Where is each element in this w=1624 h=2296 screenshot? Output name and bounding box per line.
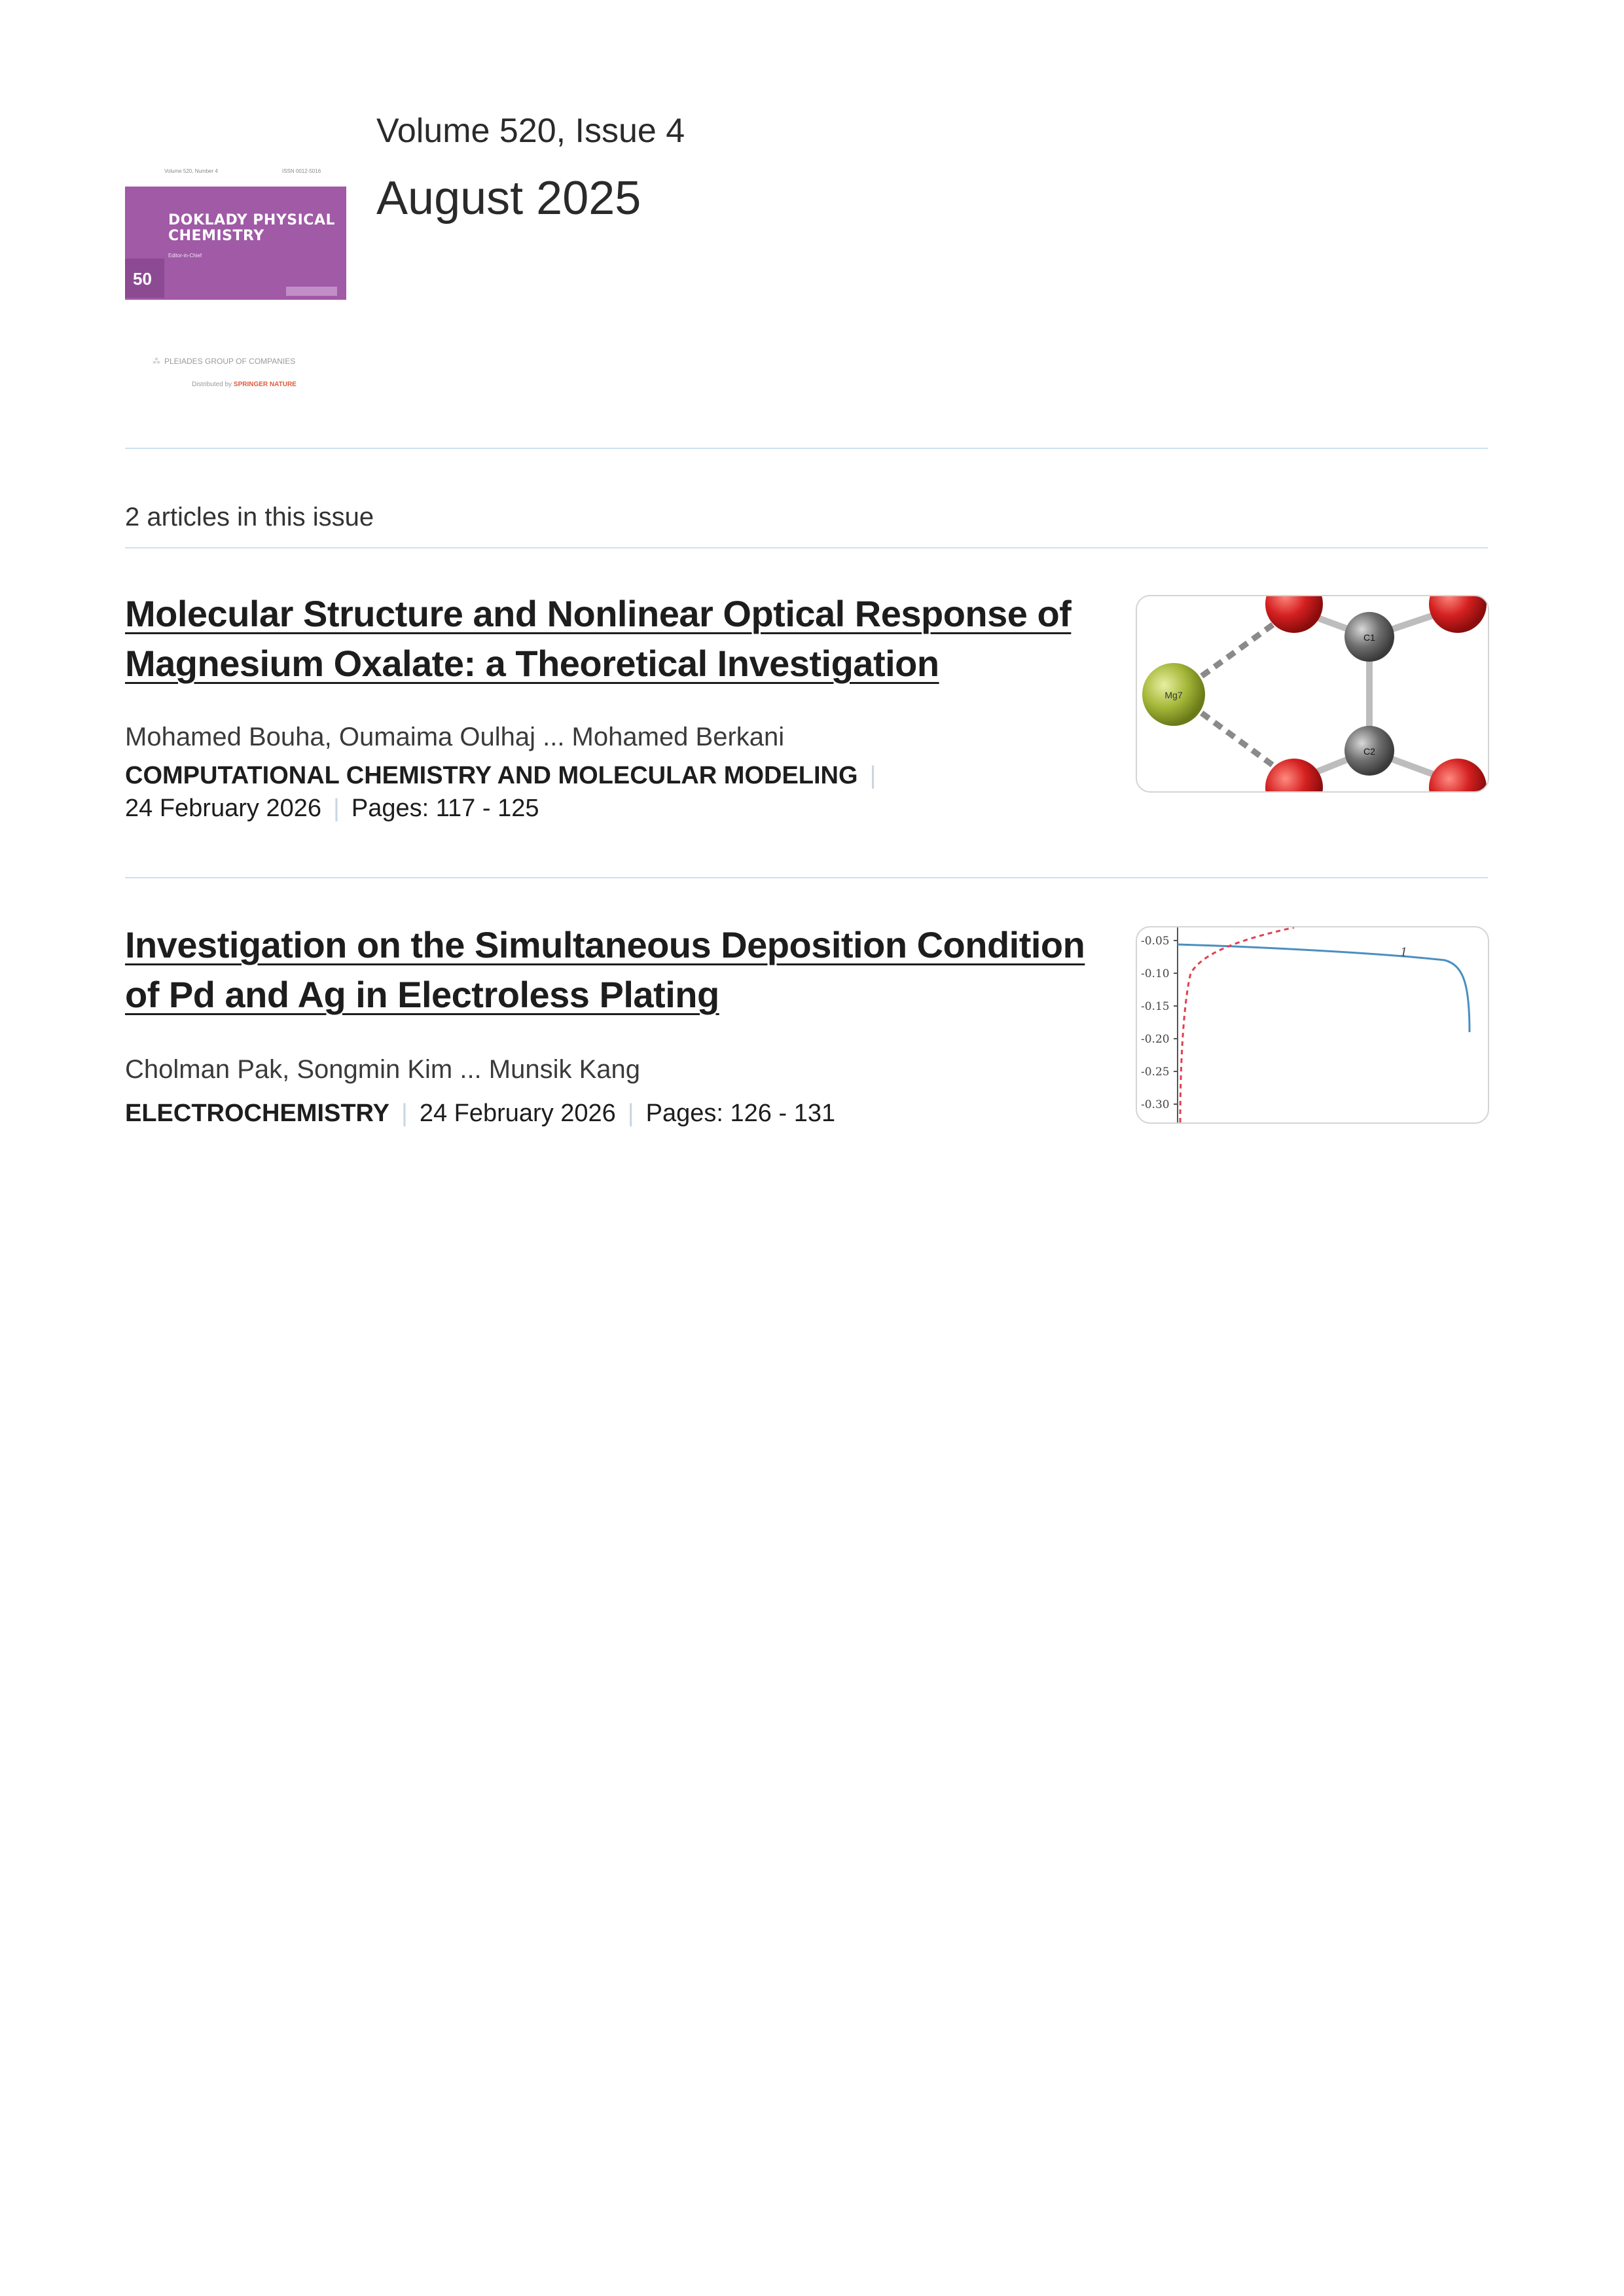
article-count: 2 articles in this issue [125,503,374,531]
curve-label: 1 [1400,946,1408,960]
cover-journal-title: DOKLADY PHYSICAL CHEMISTRY [168,212,335,244]
divider [125,547,1488,548]
oxygen-atom [1265,759,1323,791]
meta-separator: | [401,1100,408,1127]
curve-2 [1180,927,1294,1122]
pleiades-icon: ⁂ [153,357,160,366]
article-title-link[interactable]: Molecular Structure and Nonlinear Optical Response of Magnesium Oxalate: a Theoretical Investigation [125,593,1072,684]
oxygen-atom [1429,596,1487,633]
atom-label: C2 [1363,746,1375,757]
issue-date-heading: August 2025 [376,172,641,224]
cover-small-text: Volume 520, Number 4 [164,168,218,174]
distributed-prefix: Distributed by [192,381,232,388]
cover-number-block [125,259,164,298]
divider [125,448,1488,449]
curve-1 [1178,944,1470,1032]
article-pages: Pages: 117 - 125 [351,795,539,822]
y-tick-label: -0.20 [1141,1033,1170,1046]
article-pages: Pages: 126 - 131 [645,1100,836,1127]
article-meta-row [125,1100,835,1128]
volume-issue-heading: Volume 520, Issue 4 [376,112,685,150]
y-tick-label: -0.25 [1141,1066,1170,1079]
distributor-brand: SPRINGER NATURE [233,381,297,388]
cover-number: 50 [133,269,152,289]
y-ticks [1141,935,1178,1111]
publisher-logo [153,357,323,396]
article-section[interactable]: COMPUTATIONAL CHEMISTRY AND MOLECULAR MODELING [125,762,858,789]
article-authors: Mohamed Bouha, Oumaima Oulhaj ... Mohamed Berkani [125,723,785,751]
molecule-diagram [1137,596,1488,791]
meta-separator: | [869,762,876,789]
cover-top-band [125,160,346,187]
y-tick-label: -0.30 [1141,1098,1170,1111]
meta-separator: | [627,1100,634,1127]
article-date: 24 February 2026 [419,1100,616,1127]
article-authors: Cholman Pak, Songmin Kim ... Munsik Kang [125,1055,641,1084]
y-tick-label: -0.10 [1141,967,1170,980]
article-section[interactable]: ELECTROCHEMISTRY [125,1100,389,1127]
meta-separator: | [333,795,340,822]
cover-badge [286,287,337,296]
journal-cover-image[interactable] [125,160,346,300]
y-tick-label: -0.05 [1141,935,1170,948]
oxygen-atom [1429,759,1487,791]
article-thumbnail-molecule[interactable] [1136,595,1489,793]
article-title-link[interactable]: Investigation on the Simultaneous Deposition Condition of Pd and Ag in Electroless Plating [125,924,1085,1015]
article-meta-row [125,762,888,790]
article-meta-row [125,795,539,823]
divider [125,877,1488,878]
atom-label: C1 [1363,632,1375,643]
article-date: 24 February 2026 [125,795,321,822]
atom-label: Mg7 [1164,690,1183,700]
cover-editor-label: Editor-in-Chief [168,253,202,259]
y-tick-label: -0.15 [1141,1000,1170,1013]
cover-small-text: ISSN 0012-5016 [282,168,321,174]
article-thumbnail-plot[interactable] [1136,926,1489,1124]
publisher-name: PLEIADES GROUP OF COMPANIES [164,357,296,366]
plot-thumbnail [1137,927,1488,1122]
